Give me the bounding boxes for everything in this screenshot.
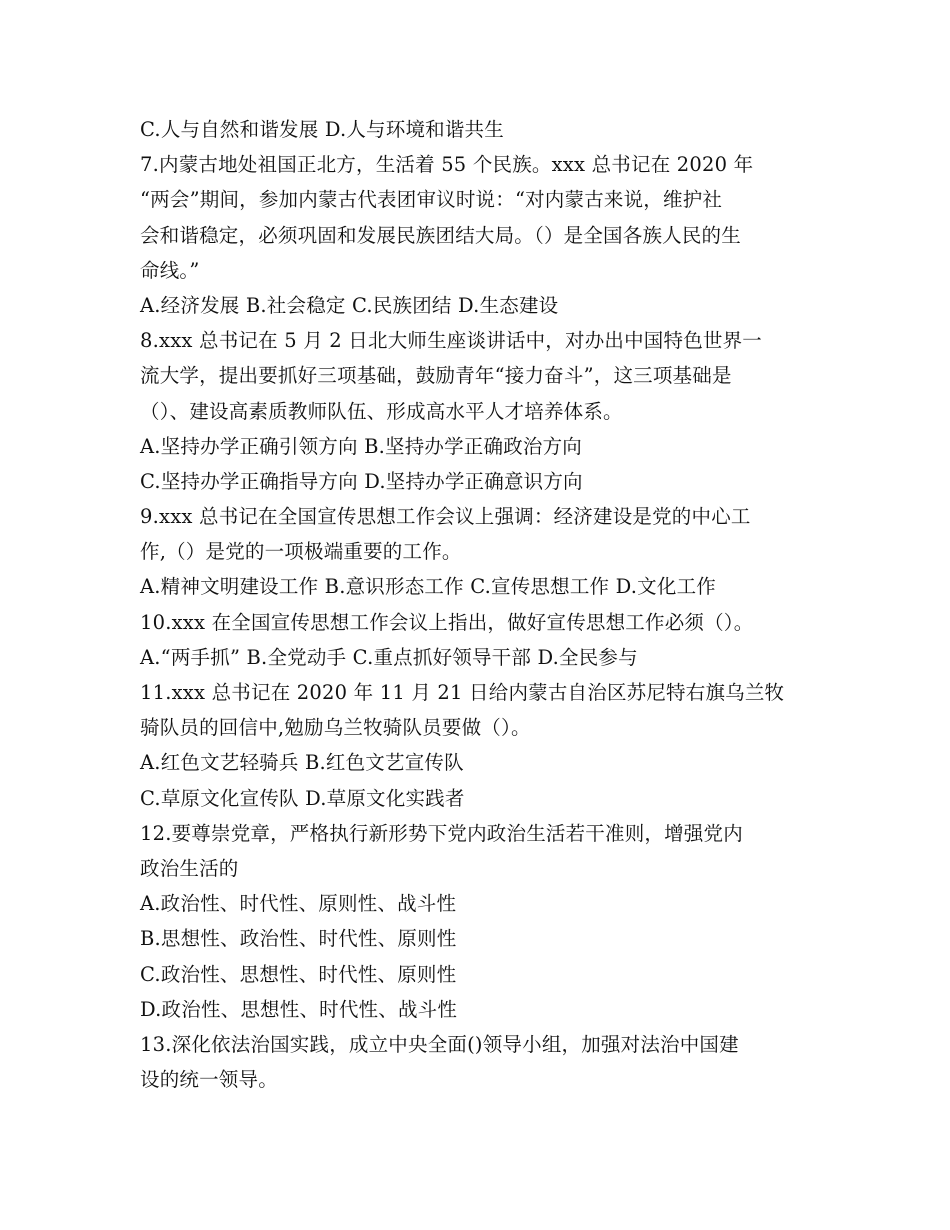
question-11-line: 11.xxx 总书记在 2020 年 11 月 21 日给内蒙古自治区苏尼特右旗乌兰牧 (140, 681, 785, 704)
question-8-line: 8.xxx 总书记在 5 月 2 日北大师生座谈讲话中，对办出中国特色世界一 (140, 329, 763, 353)
question-8-options: C.坚持办学正确指导方向 D.坚持办学正确意识方向 (140, 469, 583, 493)
question-13-line: 设的统一领导。 (140, 1068, 278, 1092)
question-9-options: A.精神文明建设工作 B.意识形态工作 C.宣传思想工作 D.文化工作 (140, 575, 716, 599)
question-12-option-c: C.政治性、思想性、时代性、原则性 (140, 962, 457, 986)
question-12-line: 政治生活的 (140, 856, 239, 880)
question-9-line: 9.xxx 总书记在全国宣传思想工作会议上强调：经济建设是党的中心工 (140, 505, 751, 529)
document-body (140, 112, 820, 1097)
question-9-line: 作,（）是党的一项极端重要的工作。 (140, 540, 462, 564)
question-11-options: A.红色文艺轻骑兵 B.红色文艺宣传队 (140, 751, 464, 775)
question-11-options: C.草原文化宣传队 D.草原文化实践者 (140, 786, 465, 810)
question-7-options: A.经济发展 B.社会稳定 C.民族团结 D.生态建设 (140, 293, 559, 317)
option-line: C.人与自然和谐发展 D.人与环境和谐共生 (140, 118, 504, 141)
question-8-line: 流大学，提出要抓好三项基础，鼓励青年“接力奋斗”，这三项基础是 (140, 364, 732, 388)
question-12-option-a: A.政治性、时代性、原则性、战斗性 (140, 892, 457, 916)
question-11-line: 骑队员的回信中,勉励乌兰牧骑队员要做（）。 (140, 716, 531, 740)
question-7-line: 命线。” (140, 258, 200, 282)
question-7-line: “两会”期间，参加内蒙古代表团审议时说：“对内蒙古来说，维护社 (140, 188, 723, 212)
question-7-line: 7.内蒙古地处祖国正北方，生活着 55 个民族。xxx 总书记在 2020 年 (140, 153, 754, 177)
question-12-option-d: D.政治性、思想性、时代性、战斗性 (140, 997, 458, 1021)
question-8-line: （）、建设高素质教师队伍、形成高水平人才培养体系。 (140, 399, 623, 423)
question-10-options: A.“两手抓” B.全党动手 C.重点抓好领导干部 D.全民参与 (140, 645, 638, 669)
question-10-line: 10.xxx 在全国宣传思想工作会议上指出，做好宣传思想工作必须（）。 (140, 610, 754, 634)
question-8-options: A.坚持办学正确引领方向 B.坚持办学正确政治方向 (140, 434, 583, 458)
question-12-option-b: B.思想性、政治性、时代性、原则性 (140, 927, 457, 951)
question-12-line: 12.要尊崇党章，严格执行新形势下党内政治生活若干准则，增强党内 (140, 821, 743, 845)
question-7-line: 会和谐稳定，必须巩固和发展民族团结大局。（）是全国各族人民的生 (140, 223, 741, 247)
question-13-line: 13.深化依法治国实践，成立中央全面()领导小组，加强对法治中国建 (140, 1032, 739, 1056)
